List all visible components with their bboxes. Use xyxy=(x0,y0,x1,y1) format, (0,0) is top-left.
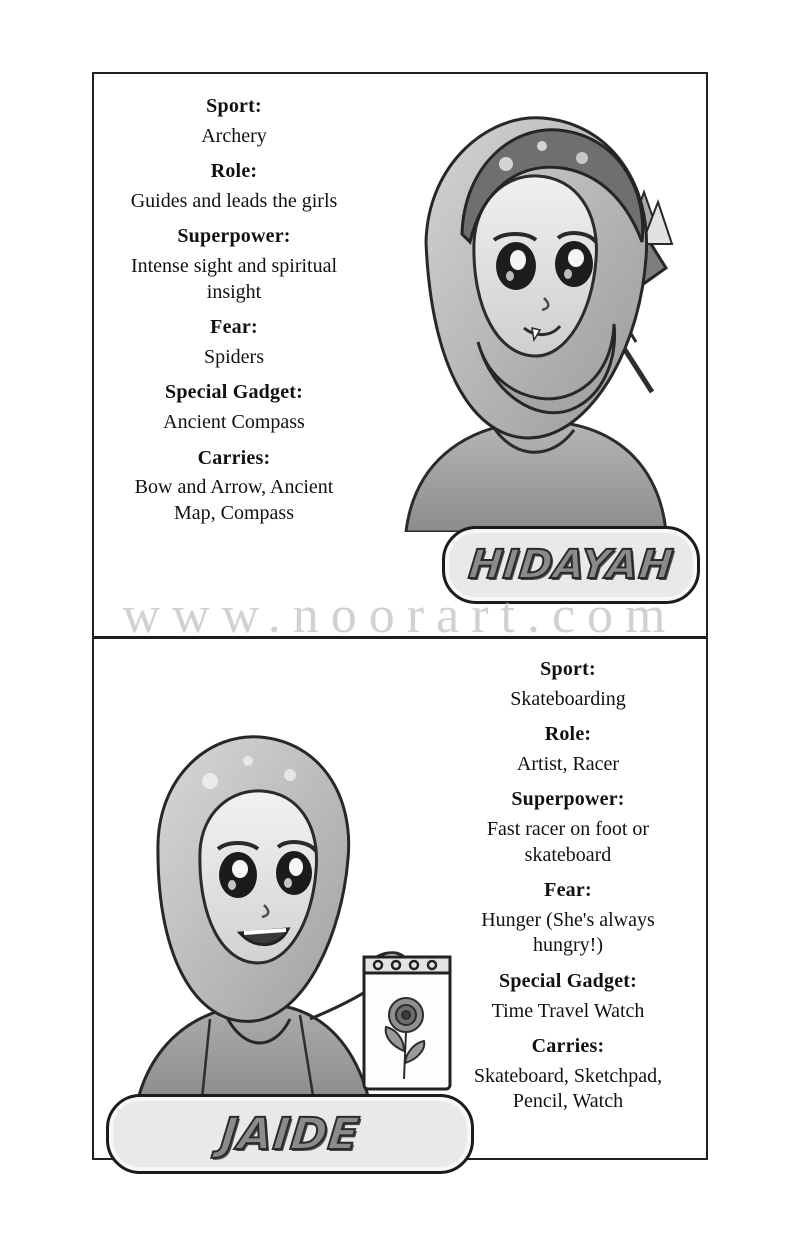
stat-label-superpower: Superpower: xyxy=(511,788,625,811)
stat-value-superpower: Fast racer on foot or skateboard xyxy=(486,817,650,866)
stat-label-carries: Carries: xyxy=(197,446,271,469)
stat-value-carries: Skateboard, Sketchpad, Pencil, Watch xyxy=(473,1064,663,1113)
stat-label-special-gadget: Special Gadget: xyxy=(165,381,303,404)
character-profile-page xyxy=(92,72,708,1160)
stat-label-carries: Carries: xyxy=(531,1035,605,1058)
stat-value-role: Guides and leads the girls xyxy=(130,189,338,212)
stats-list-jaide xyxy=(434,657,702,1115)
stat-label-sport: Sport: xyxy=(540,658,596,680)
stat-value-special-gadget: Time Travel Watch xyxy=(491,999,645,1022)
stat-label-fear: Fear: xyxy=(210,316,258,339)
stat-label-fear: Fear: xyxy=(544,879,592,902)
nameplate-hidayah xyxy=(442,526,700,604)
watermark-text: www.noorart.com xyxy=(122,587,678,644)
character-illustration-hidayah xyxy=(366,92,696,532)
character-name-jaide: JAIDE xyxy=(218,1108,362,1160)
stat-value-sport: Archery xyxy=(201,124,267,147)
nameplate-jaide xyxy=(106,1094,474,1174)
stat-value-role: Artist, Racer xyxy=(516,752,620,775)
character-name-hidayah: HIDAYAH xyxy=(466,542,676,588)
stat-label-role: Role: xyxy=(210,160,258,183)
stat-value-fear: Hunger (She's always hungry!) xyxy=(481,908,655,957)
stats-list-hidayah xyxy=(100,94,368,526)
stat-value-carries: Bow and Arrow, Ancient Map, Compass xyxy=(134,476,334,524)
stat-value-superpower: Intense sight and spiritual insight xyxy=(130,254,338,303)
stat-label-role: Role: xyxy=(544,723,592,746)
character-card-jaide xyxy=(94,639,706,1160)
stat-value-sport: Skateboarding xyxy=(510,687,626,710)
stat-label-special-gadget: Special Gadget: xyxy=(499,969,637,992)
stat-value-special-gadget: Ancient Compass xyxy=(163,410,305,433)
stat-value-fear: Spiders xyxy=(204,345,264,368)
stat-label-superpower: Superpower: xyxy=(177,225,291,248)
character-illustration-jaide xyxy=(114,719,454,1139)
stat-label-sport: Sport: xyxy=(206,95,262,117)
character-card-hidayah xyxy=(94,74,706,636)
